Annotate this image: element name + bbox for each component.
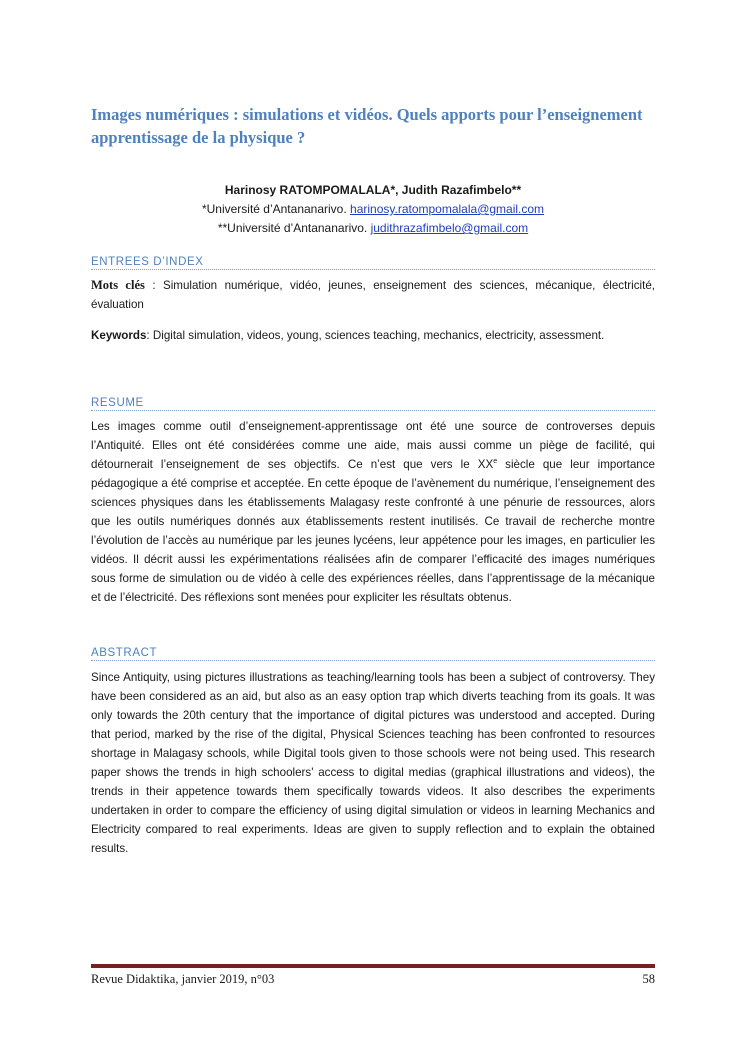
- mots-cles-text: : Simulation numérique, vidéo, jeunes, enseignement des sciences, mécanique, électricité, évaluation: [91, 279, 656, 311]
- resume-sup: e: [493, 458, 498, 466]
- affiliation-1: [91, 200, 655, 219]
- mots-cles-paragraph: [91, 276, 655, 314]
- keywords-text: : Digital simulation, videos, young, sciences teaching, mechanics, electricity, assessment.: [146, 329, 605, 342]
- mots-cles-label: Mots clés: [91, 278, 145, 292]
- author-names: Harinosy RATOMPOMALALA*, Judith Razafimbelo**: [224, 183, 522, 197]
- keywords-paragraph: [91, 326, 655, 345]
- resume-text-2: siècle que leur importance pédagogique a été comprise et acceptée. En cette époque de l’avènement du numérique, l’enseignement des sciences physiques dans les établissements Malagasy reste confronté à une pénurie de ressources, alors que les outils numériques donnés aux établissements restent inutilisés. Ce travail de recherche montre l’évolution de l’accès au numérique par les jeunes lycéens, leur appétence pour les images, en particulier les vidéos. Il décrit aussi les expérimentations réalisées afin de comparer l’efficacité des images numériques sous forme de simulation ou de vidéo à celle des expériences réelles, dans l’apprentissage de la mécanique et de l’électricité. Des réflexions sont menées pour expliciter les résultats obtenus.: [91, 458, 655, 604]
- resume-text-1: Les images comme outil d’enseignement-apprentissage ont été une source de controverses depuis l’Antiquité. Elles ont été considérées comme une aide, mais aussi comme un piège de facilité, qui détournerait l’enseignement de ses objectifs. Ce n’est que vers le XX: [91, 420, 655, 471]
- author-block: [91, 181, 655, 238]
- affiliation-1-text: *Université d’Antananarivo.: [201, 202, 351, 216]
- keywords-label: Keywords: [91, 329, 147, 342]
- index-heading: ENTREES D’INDEX: [91, 256, 655, 270]
- abstract-heading: ABSTRACT: [91, 647, 655, 661]
- page-number: 58: [642, 972, 655, 986]
- email-link-1[interactable]: harinosy.ratompomalala@gmail.com: [350, 202, 545, 216]
- email-link-2[interactable]: judithrazafimbelo@gmail.com: [370, 221, 529, 235]
- footer-journal: Revue Didaktika, janvier 2019, n°03: [91, 972, 275, 986]
- paper-title: Images numériques : simulations et vidéos. Quels apports pour l’enseignement apprentissage de la physique ?: [91, 105, 643, 147]
- footer-rule: [91, 964, 655, 968]
- abstract-paragraph: Since Antiquity, using pictures illustrations as teaching/learning tools has been a subject of controversy. They have been considered as an aid, but also as an easy option trap which diverts teaching from its goals. It was only towards the 20th century that the importance of digital pictures was understood and accepted. During that period, marked by the rise of the digital, Physical Sciences teaching has been confronted to resources shortage in Malagasy schools, while Digital tools given to those schools were not being used. This research paper shows the trends in high schoolers' access to digital medias (graphical illustrations and videos), the trends in their appetence towards them specifically towards videos. It also describes the experiments undertaken in order to compare the efficiency of using digital simulation or videos in learning Mechanics and Electricity compared to real experiments. Ideas are given to supply reflection and to explain the obtained results.: [91, 671, 655, 855]
- resume-paragraph: [91, 417, 655, 607]
- affiliation-2: [91, 219, 655, 238]
- resume-heading: RESUME: [91, 397, 655, 411]
- affiliation-2-text: **Université d’Antananarivo.: [217, 221, 371, 235]
